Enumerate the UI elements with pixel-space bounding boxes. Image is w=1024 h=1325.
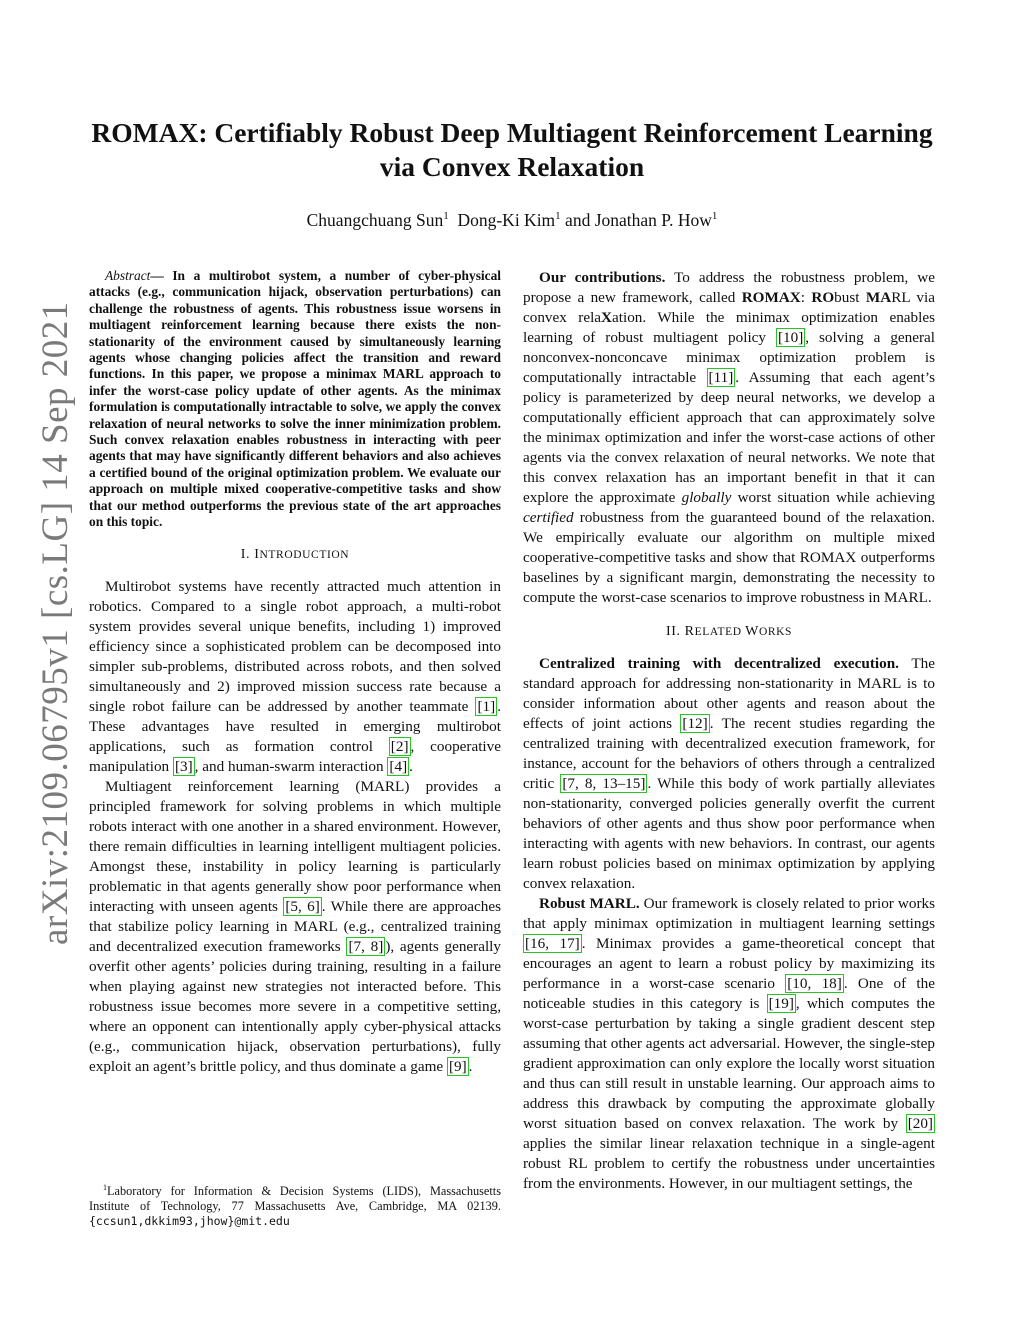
title-line-2: via Convex Relaxation xyxy=(379,151,645,182)
contributions-paragraph: Our contributions. To address the robustness problem, we propose a new framework, called ROMAX: RObust MARL via convex relaXation. While the minimax optimization enables learning of robust multiagent policy [10] , solving a general nonconvex-nonconcave minimax optimization problem is computationally intractable [11] . Assuming that each agent’s policy is parameterized by deep neural networks, we develop a computationally efficient approach that can approximately solve the minimax optimization and infer the worst-case actions of other agents via the convex relaxation of neural networks. We note that this convex relaxation has an important benefit in that it can explore the approximate globally worst situation while achieving certified robustness from the guaranteed bound of the relaxation. We empirically evaluate our algorithm on multiple mixed cooperative-competitive tasks and show that ROMAX outperforms baselines by a significant margin, demonstrating the necessity to compute the worst-case scenarios to improve robustness in MARL. xyxy=(523,269,936,606)
related-paragraph-2: Robust MARL. Our framework is closely related to prior works that apply minimax optimization in multiagent learning settings [16, 17] . Minimax provides a game-theoretical concept that encourages an agent to learn a robust policy by maximizing its performance in a worst-case scenario [10, 18] . One of the noticeable studies in this category is [19] , which computes the worst-case perturbation by taking a single gradient descent step assuming that other agents act adversarial. However, the single-step gradient approximation can only explore the locally worst situation and thus can still result in unstable learning. Our approach aims to address this drawback by computing the approximate globally worst situation based on convex relaxation. The work by [20] applies the similar linear relaxation technique in a single-agent robust RL problem to certify the robustness under uncertainties from the environments. However, in our multiagent settings, the xyxy=(523,895,936,1192)
author-and: and xyxy=(560,210,595,230)
related-subheading-robust-marl: Robust MARL. xyxy=(539,895,640,912)
citation-link[interactable]: [11] xyxy=(708,369,734,386)
citation-link[interactable]: [9] xyxy=(448,1057,467,1075)
arxiv-identifier: arXiv:2109.06795v1 [cs.LG] 14 Sep 2021 xyxy=(35,301,76,945)
section-heading-related-works: II. RELATED WORKS xyxy=(665,624,793,639)
contributions-heading: Our contributions. xyxy=(539,269,666,286)
citation-link[interactable]: [10, 18] xyxy=(787,975,842,992)
citation-link[interactable]: [19] xyxy=(768,995,794,1012)
paper-title xyxy=(70,116,954,184)
affiliation-mark: 1 xyxy=(555,210,561,223)
intro-paragraph-2: Multiagent reinforcement learning (MARL) provides a principled framework for solving problems in which multiple robots interact with one another in a shared environment. However, there remain difficulties in learning intelligent multiagent policies. Amongst these, instability in policy learning is particularly problematic in that agents generally show poor performance when interacting with unseen agents [5, 6] . While there are approaches that stabilize policy learning in MARL (e.g., centralized training and decentralized execution frameworks [7, 8] ), agents generally overfit other agents’ policies during training, resulting in a failure when playing against new strategies not interacted before. This robustness issue becomes more severe in a competitive setting, where an opponent can intentionally apply cyber-physical attacks (e.g., communication hijack, observation perturbations), fully exploit an agent’s brittle policy, and thus dominate a game [9] . xyxy=(89,777,501,1075)
citation-link[interactable]: [10] xyxy=(777,329,804,346)
abstract-text: — In a multirobot system, a number of cyber-physical attacks (e.g., communication hijack, observation perturbations) can challenge the robustness of agents. This robustness issue worsens in multiagent reinforcement learning because there exists the non-stationarity of the environment caused by simultaneously learning agents whose changing policies affect the transition and reward functions. In this paper, we propose a minimax MARL approach to infer the worst-case policy update of other agents. As the minimax formulation is computationally intractable to solve, we apply the convex relaxation of neural networks to solve the inner minimization problem. Such convex relaxation enables robustness in interacting with peer agents that may have significantly different behaviors and also achieves a certified bound of the original optimization problem. We evaluate our approach on multiple mixed cooperative-competitive tasks and show that our method outperforms the previous state of the art approaches on this topic. xyxy=(89,268,501,530)
left-column xyxy=(89,268,501,1077)
citation-link[interactable]: [20] xyxy=(907,1115,933,1132)
citation-link[interactable]: [3] xyxy=(174,757,193,775)
citation-link[interactable]: [7, 8, 13–15] xyxy=(562,775,646,792)
citation-link[interactable]: [4] xyxy=(389,757,408,775)
affiliation-mark: 1 xyxy=(443,210,449,223)
related-subheading-ctde: Centralized training with decentralized execution. xyxy=(539,655,899,672)
citation-link[interactable]: [7, 8] xyxy=(348,937,384,955)
footnote xyxy=(89,1180,501,1229)
title-line-1: ROMAX: Certifiably Robust Deep Multiagent Reinforcement Learning xyxy=(91,117,933,148)
citation-link[interactable]: [12] xyxy=(682,715,708,732)
abstract-label: Abstract xyxy=(105,268,151,283)
author-2: Dong-Ki Kim xyxy=(457,210,556,230)
right-column xyxy=(523,268,935,1194)
affiliation-mark: 1 xyxy=(711,210,718,223)
author-1: Chuangchuang Sun xyxy=(306,210,444,230)
citation-link[interactable]: [5, 6] xyxy=(285,897,320,915)
footnote-mark: 1 xyxy=(103,1183,107,1192)
author-list xyxy=(70,210,954,231)
related-paragraph-1: Centralized training with decentralized execution. The standard approach for addressing non-stationarity in MARL is to consider information about other agents and reason about the effects of joint actions [12] . The recent studies regarding the centralized training with decentralized execution framework, for instance, account for the behaviors of others through a centralized critic [7, 8, 13–15] . While this body of work partially alleviates non-stationarity, converged policies generally overfit the current behaviors of other agents and thus show poor performance when interacting with agents with new behaviors. In contrast, our agents learn robust policies based on minimax optimization by applying convex relaxation. xyxy=(523,655,936,892)
footnote-text: Laboratory for Information & Decision Systems (LIDS), Massachusetts Institute of Technology, 77 Massachusetts Ave, Cambridge, MA 02139. xyxy=(89,1184,501,1214)
intro-paragraph-1: Multirobot systems have recently attracted much attention in robotics. Compared to a single robot approach, a multi-robot system provides several unique benefits, including 1) improved efficiency since a sophisticated problem can be decomposed into simpler sub-problems, distributed across robots, and then solved simultaneously and 2) improved mission success rate because a single robot failure can be addressed by another teammate [1] . These advantages have resulted in emerging multirobot applications, such as formation control [2] , cooperative manipulation [3] , and human-swarm interaction [4] . xyxy=(89,577,501,775)
section-heading-introduction: I. INTRODUCTION xyxy=(240,546,350,562)
citation-link[interactable]: [1] xyxy=(477,697,496,715)
abstract xyxy=(89,268,501,531)
author-emails: {ccsun1,dkkim93,jhow}@mit.edu xyxy=(89,1214,290,1229)
citation-link[interactable]: [16, 17] xyxy=(525,935,580,952)
author-3: Jonathan P. How xyxy=(594,210,712,230)
citation-link[interactable]: [2] xyxy=(390,737,409,755)
